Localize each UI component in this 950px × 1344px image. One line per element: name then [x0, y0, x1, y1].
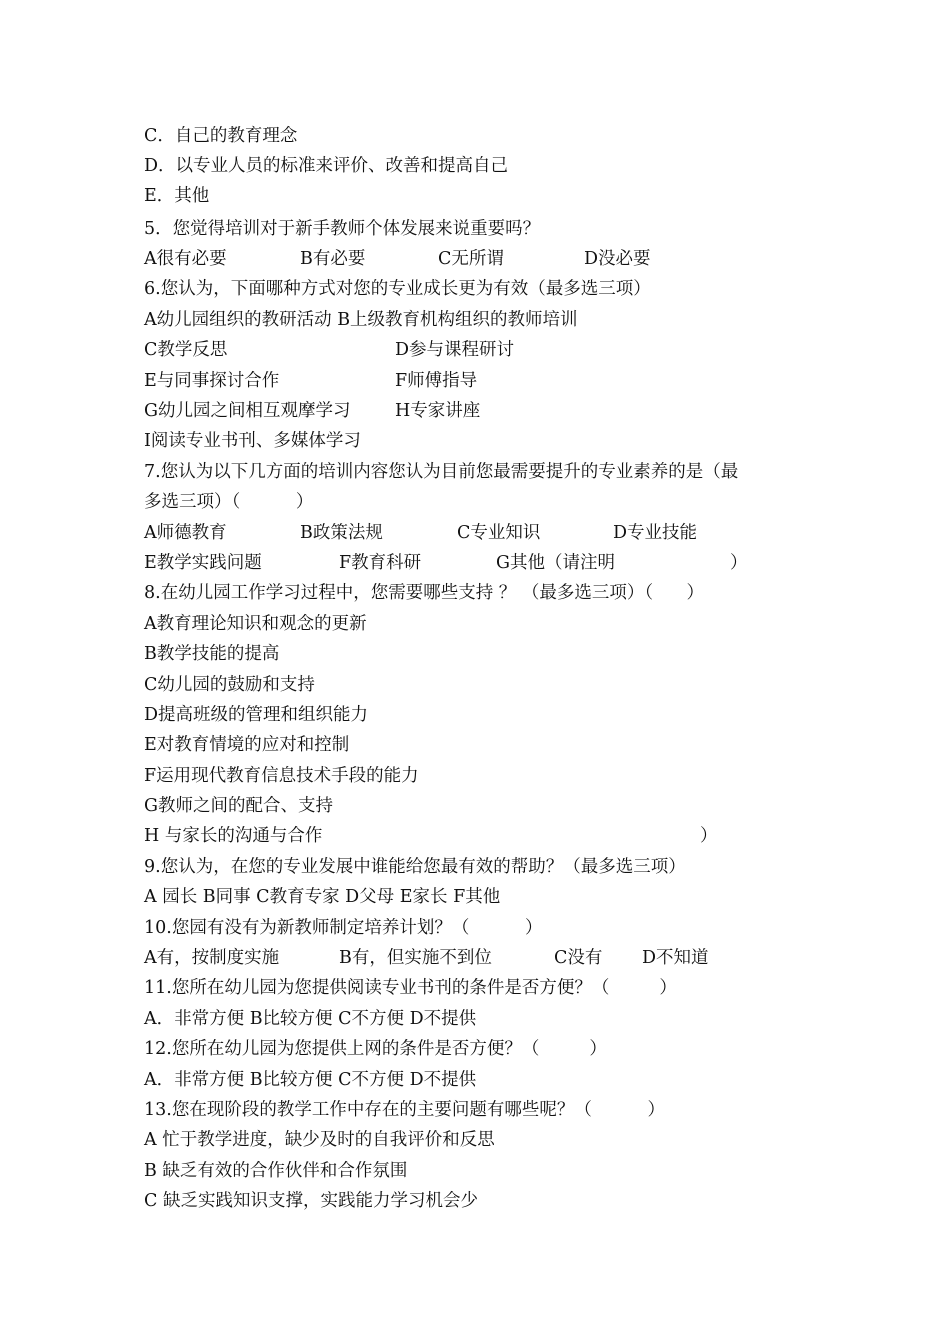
q8-option-b: B教学技能的提高	[144, 644, 280, 664]
q10-option-a: A有，按制度实施	[144, 948, 280, 968]
question-8: 8.在幼儿园工作学习过程中，您需要哪些支持 ？ （最多选三项）（ ）	[144, 583, 704, 603]
q7-option-f: F教育科研	[339, 553, 422, 573]
q8-close-paren: ）	[700, 826, 718, 846]
question-12: 12.您所在幼儿园为您提供上网的条件是否方便？（ ）	[144, 1039, 607, 1059]
q12-options: A．非常方便 B比较方便 C不方便 D不提供	[144, 1070, 477, 1090]
q7-option-e: E教学实践问题	[144, 553, 262, 573]
q9-options: A 园长 B同事 C教育专家 D父母 E家长 F其他	[144, 887, 501, 907]
q7-option-g-close: ）	[730, 553, 748, 573]
q13-option-b: B 缺乏有效的合作伙伴和合作氛围	[144, 1161, 408, 1181]
q6-option-e: E与同事探讨合作	[144, 371, 280, 391]
q7-options-a-d	[144, 518, 844, 548]
question-11: 11.您所在幼儿园为您提供阅读专业书刊的条件是否方便？（ ）	[144, 978, 677, 998]
q8-option-g: G教师之间的配合、支持	[144, 796, 333, 816]
question-7-continued: 多选三项）（ ）	[144, 492, 314, 512]
q7-option-d: D专业技能	[613, 523, 698, 543]
question-9: 9.您认为，在您的专业发展中谁能给您最有效的帮助？（最多选三项）	[144, 857, 686, 877]
question-6: 6.您认为，下面哪种方式对您的专业成长更为有效（最多选三项）	[144, 279, 651, 299]
q7-option-b: B政策法规	[300, 523, 383, 543]
q10-option-b: B有，但实施不到位	[339, 948, 492, 968]
question-7: 7.您认为以下几方面的培训内容您认为目前您最需要提升的专业素养的是（最	[144, 462, 739, 482]
q6-option-c: C教学反思	[144, 340, 228, 360]
question-5-options	[144, 244, 844, 274]
q8-option-f: F运用现代教育信息技术手段的能力	[144, 766, 419, 786]
q7-option-a: A师德教育	[144, 523, 227, 543]
q7-option-c: C专业知识	[457, 523, 541, 543]
q13-option-c: C 缺乏实践知识支撑，实践能力学习机会少	[144, 1191, 478, 1211]
q11-options: A．非常方便 B比较方便 C不方便 D不提供	[144, 1009, 477, 1029]
option-c-own-philosophy: C．自己的教育理念	[144, 126, 298, 146]
q8-option-h-line	[144, 821, 844, 851]
q5-option-c: C无所谓	[438, 249, 504, 269]
q6-options-e-f	[144, 366, 844, 396]
q5-option-b: B有必要	[300, 249, 366, 269]
q7-option-g: G其他（请注明	[496, 553, 615, 573]
q6-option-d: D参与课程研讨	[395, 340, 515, 360]
option-e-other: E．其他	[144, 186, 210, 206]
q6-option-g: G幼儿园之间相互观摩学习	[144, 401, 351, 421]
q5-option-d: D没必要	[584, 249, 651, 269]
question-10: 10.您园有没有为新教师制定培养计划？（ ）	[144, 918, 543, 938]
q13-option-a: A 忙于教学进度，缺少及时的自我评价和反思	[144, 1130, 495, 1150]
q10-option-d: D不知道	[642, 948, 709, 968]
q8-option-d: D提高班级的管理和组织能力	[144, 705, 369, 725]
option-d-professional-standard: D．以专业人员的标准来评价、改善和提高自己	[144, 156, 509, 176]
q8-option-e: E对教育情境的应对和控制	[144, 735, 350, 755]
q10-option-c: C没有	[554, 948, 603, 968]
q6-options-c-d	[144, 335, 844, 365]
q6-option-f: F师傅指导	[395, 371, 478, 391]
q6-option-h: H专家讲座	[395, 401, 481, 421]
q6-options-g-h	[144, 396, 844, 426]
q8-option-h: H 与家长的沟通与合作	[144, 826, 323, 846]
q7-options-e-g	[144, 548, 844, 578]
q5-option-a: A很有必要	[144, 249, 227, 269]
question-5: 5．您觉得培训对于新手教师个体发展来说重要吗？	[144, 219, 541, 239]
question-13: 13.您在现阶段的教学工作中存在的主要问题有哪些呢？（ ）	[144, 1100, 665, 1120]
q10-options	[144, 943, 844, 973]
q6-options-a-b: A幼儿园组织的教研活动 B上级教育机构组织的教师培训	[144, 310, 578, 330]
q8-option-c: C幼儿园的鼓励和支持	[144, 675, 315, 695]
q8-option-a: A教育理论知识和观念的更新	[144, 614, 367, 634]
q6-option-i: I阅读专业书刊、多媒体学习	[144, 431, 361, 451]
